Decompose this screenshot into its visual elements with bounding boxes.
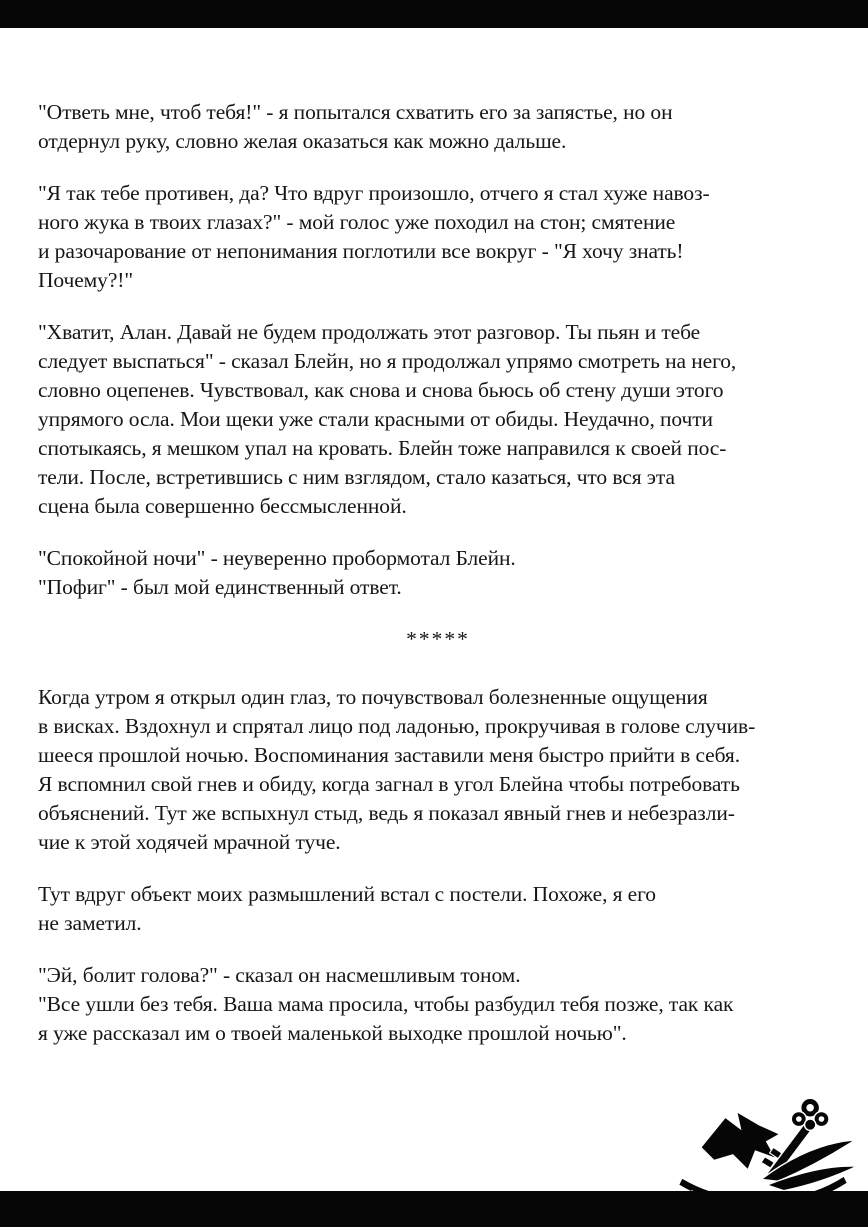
paragraph: "Эй, болит голова?" - сказал он насмешливым тоном. "Все ушли без тебя. Ваша мама просила, чтобы разбудил тебя позже, так как я уже рассказал им о твоей маленькой выходке прошлой ночью". bbox=[38, 963, 734, 1045]
paragraph: "Спокойной ночи" - неуверенно пробормотал Блейн. "Пофиг" - был мой единственный ответ. bbox=[38, 546, 516, 599]
paragraph: Когда утром я открыл один глаз, то почувствовал болезненные ощущения в висках. Вздохнул и спрятал лицо под ладонью, прокручивая в голове случив- шееся прошлой ночью. Воспоминания заставили меня быстро прийти в себя. Я вспомнил свой гнев и обиду, когда загнал в угол Блейна чтобы потребовать объяснений. Тут же вспыхнул стыд, ведь я показал явный гнев и небезразли- чие к этой ходячей мрачной туче. bbox=[38, 685, 756, 854]
key-bow bbox=[791, 1098, 829, 1130]
top-border-band bbox=[0, 0, 868, 28]
paragraph: "Ответь мне, чтоб тебя!" - я попытался схватить его за запястье, но он отдернул руку, словно желая оказаться как можно дальше. bbox=[38, 100, 673, 153]
bottom-border-band bbox=[0, 1191, 868, 1227]
paragraph: "Хватит, Алан. Давай не будем продолжать этот разговор. Ты пьян и тебе следует выспаться" - сказал Блейн, но я продолжал упрямо смотреть на него, словно оцепенев. Чувствовал, как снова и снова бьюсь об стену души этого упрямого осла. Мои щеки уже стали красными от обиды. Неудачно, почти спотыкаясь, я мешком упал на кровать. Блейн тоже направился к своей пос- тели. После, встретившись с ним взглядом, стало казаться, что вся эта сцена была совершенно бессмысленной. bbox=[38, 320, 737, 518]
paragraph: "Я так тебе противен, да? Что вдруг произошло, отчего я стал хуже навоз- ного жука в твоих глазах?" - мой голос уже походил на стон; смятение и разочарование от непонимания поглотили все вокруг - "Я хочу знать! Почему?!" bbox=[38, 181, 710, 292]
paragraph: Тут вдруг объект моих размышлений встал с постели. Похоже, я его не заметил. bbox=[38, 882, 656, 935]
section-separator: ***** bbox=[406, 627, 470, 651]
page-text bbox=[0, 28, 868, 1071]
